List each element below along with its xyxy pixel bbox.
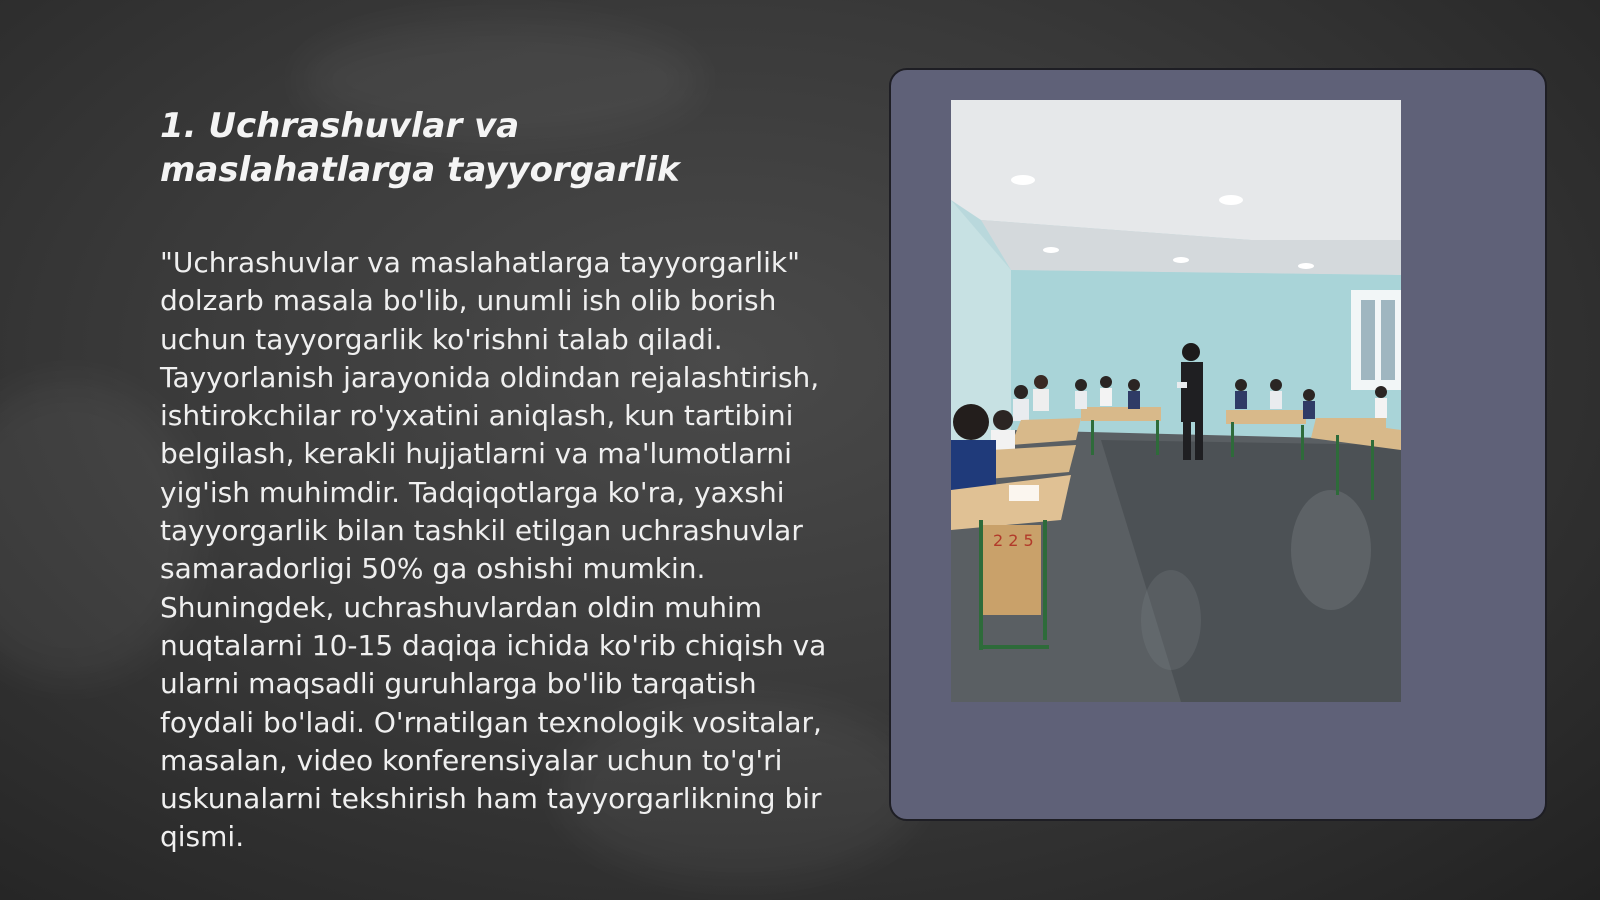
classroom-photo <box>951 100 1401 702</box>
text-column <box>160 104 850 857</box>
classroom-illustration <box>951 100 1401 702</box>
slide-title: 1. Uchrashuvlar va maslahatlarga tayyorgarlik <box>160 106 680 190</box>
slide-body-text: "Uchrashuvlar va maslahatlarga tayyorgarlik" dolzarb masala bo'lib, unumli ish olib borish uchun tayyorgarlik ko'rishni talab qiladi. Tayyorlanish jarayonida oldindan rejalashtirish, ishtirokchilar ro'yxatini aniqlash, kun tartibini belgilash, kerakli hujjatlarni va ma'lumotlarni yig'ish muhimdir. Tadqiqotlarga ko'ra, yaxshi tayyorgarlik bilan tashkil etilgan uchrashuvlar samaradorligi 50% ga oshishi mumkin. Shuningdek, uchrashuvlardan oldin muhim nuqtalarni 10-15 daqiqa ichida ko'rib chiqish va ularni maqsadli guruhlarga bo'lib tarqatish foydali bo'ladi. O'rnatilgan texnologik vositalar, masalan, video konferensiyalar uchun to'g'ri uskunalarni tekshirish ham tayyorgarlikning bir qismi. <box>160 246 827 854</box>
photo-frame <box>889 68 1547 821</box>
desk-number-label: 2 2 5 <box>993 531 1034 550</box>
